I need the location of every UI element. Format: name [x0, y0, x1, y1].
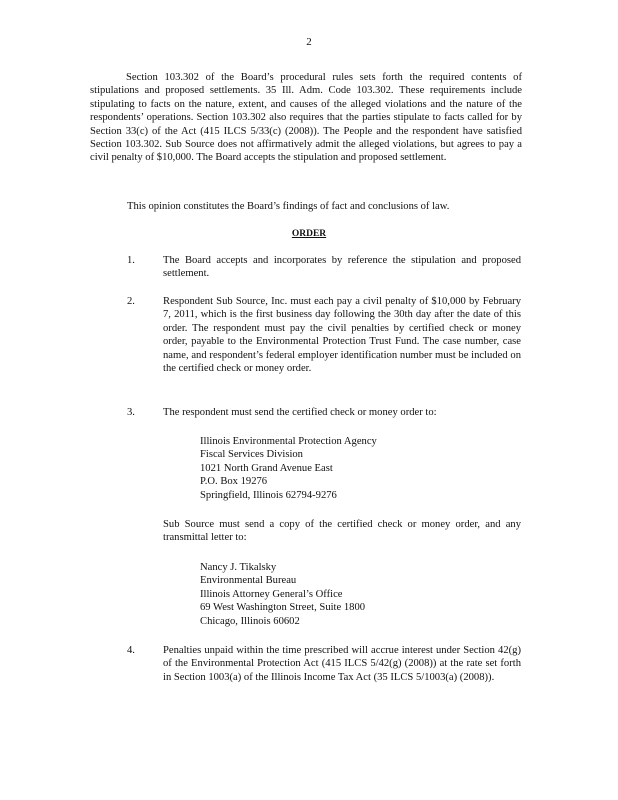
address-line: 69 West Washington Street, Suite 1800: [200, 602, 366, 614]
address-line: Nancy J. Tikalsky: [200, 562, 277, 573]
address-line: Chicago, Illinois 60602: [200, 615, 300, 627]
item-text: The respondent must send the certified check or money order to:: [163, 407, 437, 418]
address-line: Environmental Bureau: [200, 575, 297, 587]
item-text-2: Sub Source must send a copy of the certified check or money order, and any transmittal letter to:: [163, 519, 521, 544]
agency-address: [200, 435, 377, 502]
address-line: Illinois Attorney General’s Office: [200, 588, 343, 600]
item-number: 4.: [127, 645, 135, 656]
opinion-paragraph: Section 103.302 of the Board’s procedural rules sets forth the required contents of stipulations and proposed settlements. 35 Ill. Adm. Code 103.302. These requirements include stipulating to facts on the nature, extent, and causes of the alleged violations and the nature of the respondents’ operations. Section 103.302 also requires that the parties stipulate to facts called for by Section 33(c) of the Act (415 ILCS 5/33(c) (2008)). The People and the respondent have satisfied Section 103.302. Sub Source does not affirmatively admit the alleged violations, but agrees to pay a civil penalty of $10,000. The Board accepts the stipulation and proposed settlement.: [90, 72, 522, 164]
address-line: Illinois Environmental Protection Agency: [200, 436, 377, 447]
order-heading: ORDER: [291, 229, 327, 239]
item-text: Respondent Sub Source, Inc. must each pay a civil penalty of $10,000 by February 7, 2011, which is the first business day following the 30th day after the date of this order. The respondent must pay the civil penalties by certified check or money order, payable to the Environmental Protection Trust Fund. The case number, case name, and respondent’s federal employer identification number must be included on the certified check or money order.: [163, 296, 521, 375]
findings-paragraph: This opinion constitutes the Board’s findings of fact and conclusions of law.: [127, 201, 450, 212]
item-number: 2.: [127, 296, 135, 307]
item-number: 1.: [127, 255, 135, 266]
address-line: Springfield, Illinois 62794-9276: [200, 489, 337, 501]
page-number: 2: [306, 36, 312, 48]
address-line: 1021 North Grand Avenue East: [200, 462, 333, 474]
item-text: The Board accepts and incorporates by reference the stipulation and proposed settlement.: [163, 255, 521, 280]
address-line: P.O. Box 19276: [200, 476, 268, 488]
address-line: Fiscal Services Division: [200, 449, 303, 461]
item-text: Penalties unpaid within the time prescribed will accrue interest under Section 42(g) of the Environmental Protection Act (415 ILCS 5/42(g) (2008)) at the rate set forth in Section 1003(a) of the Illinois Income Tax Act (35 ILCS 5/1003(a) (2008)).: [163, 645, 521, 683]
attorney-address: [200, 561, 365, 628]
item-number: 3.: [127, 407, 135, 418]
